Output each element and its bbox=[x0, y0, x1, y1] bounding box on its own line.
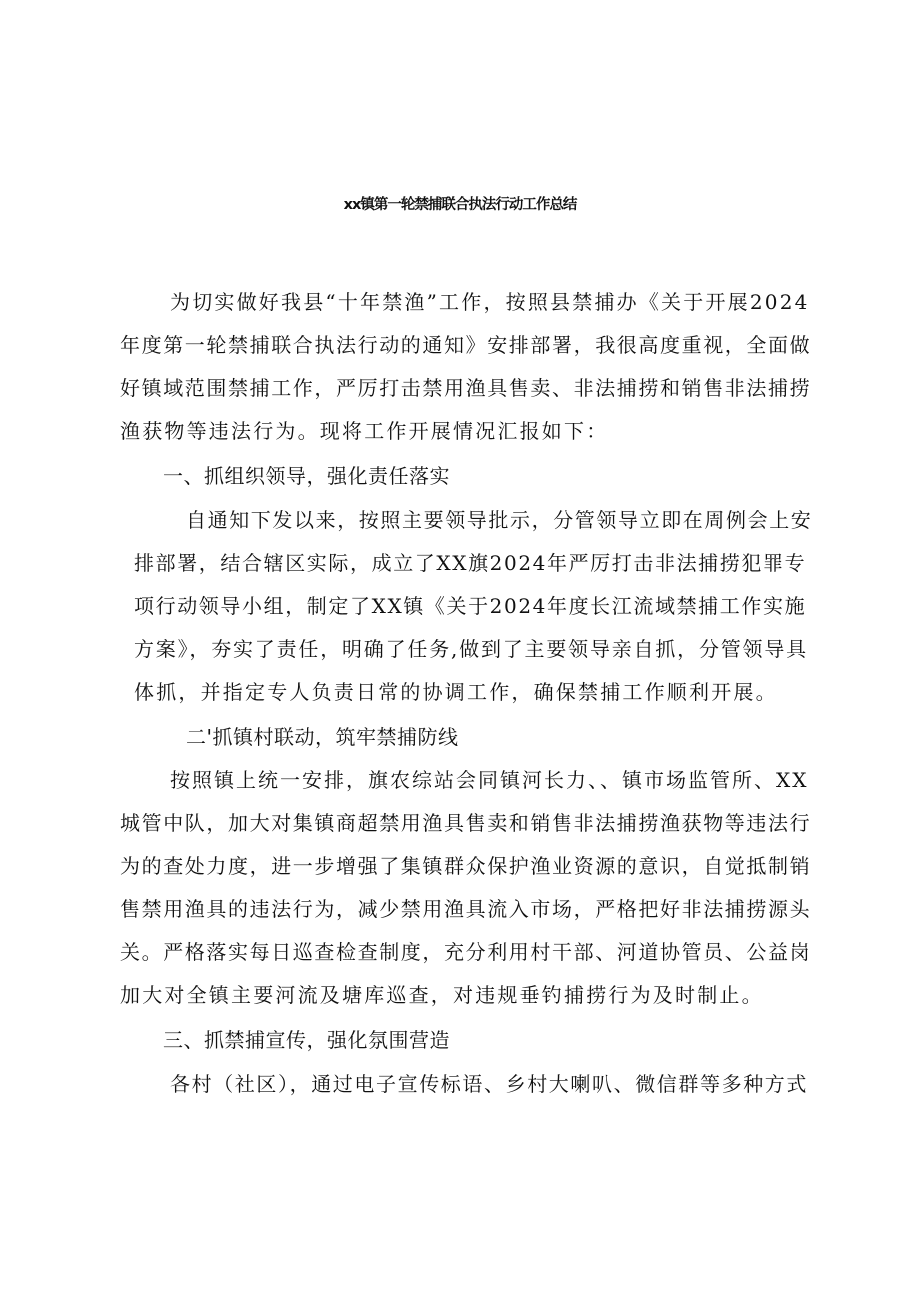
section-line: 售禁用渔具的违法行为，减少禁用渔具流入市场，严格把好非法捕捞源头 bbox=[120, 897, 812, 921]
section-line: 排部署，结合辖区实际，成立了XX旗2024年严厉打击非法捕捞犯罪专 bbox=[134, 551, 807, 575]
intro-line: 年度第一轮禁捕联合执法行动的通知》安排部署，我很高度重视，全面做 bbox=[120, 333, 812, 357]
section-heading: 二'抓镇村联动，筑牢禁捕防线 bbox=[186, 725, 459, 749]
intro-line: 为切实做好我县“十年禁渔”工作，按照县禁捕办《关于开展2024 bbox=[170, 290, 810, 314]
section-line: 加大对全镇主要河流及塘库巡查，对违规垂钓捕捞行为及时制止。 bbox=[120, 983, 764, 1007]
intro-line: 好镇域范围禁捕工作，严厉打击禁用渔具售卖、非法捕捞和销售非法捕捞 bbox=[120, 376, 812, 400]
section-line: 项行动领导小组，制定了XX镇《关于2024年度长江流域禁捕工作实施 bbox=[134, 594, 807, 618]
section-heading: 一、抓组织领导，强化责任落实 bbox=[163, 464, 450, 488]
section-line: 自通知下发以来，按照主要领导批示，分管领导立即在周例会上安 bbox=[186, 508, 813, 532]
section-line: 关。严格落实每日巡查检查制度，充分利用村干部、河道协管员、公益岗 bbox=[120, 940, 812, 964]
section-line: 为的查处力度，进一步增强了集镇群众保护渔业资源的意识，自觉抵制销 bbox=[120, 854, 812, 878]
document-title: xx镇第一轮禁捕联合执法行动工作总结 bbox=[343, 197, 577, 213]
section-line: 城管中队，加大对集镇商超禁用渔具售卖和销售非法捕捞渔获物等违法行 bbox=[120, 811, 812, 835]
section-line: 方案》，夯实了责任，明确了任务,做到了主要领导亲自抓，分管领导具 bbox=[134, 637, 808, 661]
intro-line: 渔获物等违法行为。现将工作开展情况汇报如下： bbox=[120, 419, 609, 443]
section-line: 按照镇上统一安排，旗农综站会同镇河长力、、镇市场监管所、XX bbox=[170, 768, 809, 792]
section-line: 体抓，并指定专人负责日常的协调工作，确保禁捕工作顺利开展。 bbox=[134, 680, 778, 704]
section-line: 各村（社区），通过电子宣传标语、乡村大喇叭、微信群等多种方式 bbox=[170, 1072, 808, 1096]
section-heading: 三、抓禁捕宣传，强化氛围营造 bbox=[163, 1028, 450, 1052]
